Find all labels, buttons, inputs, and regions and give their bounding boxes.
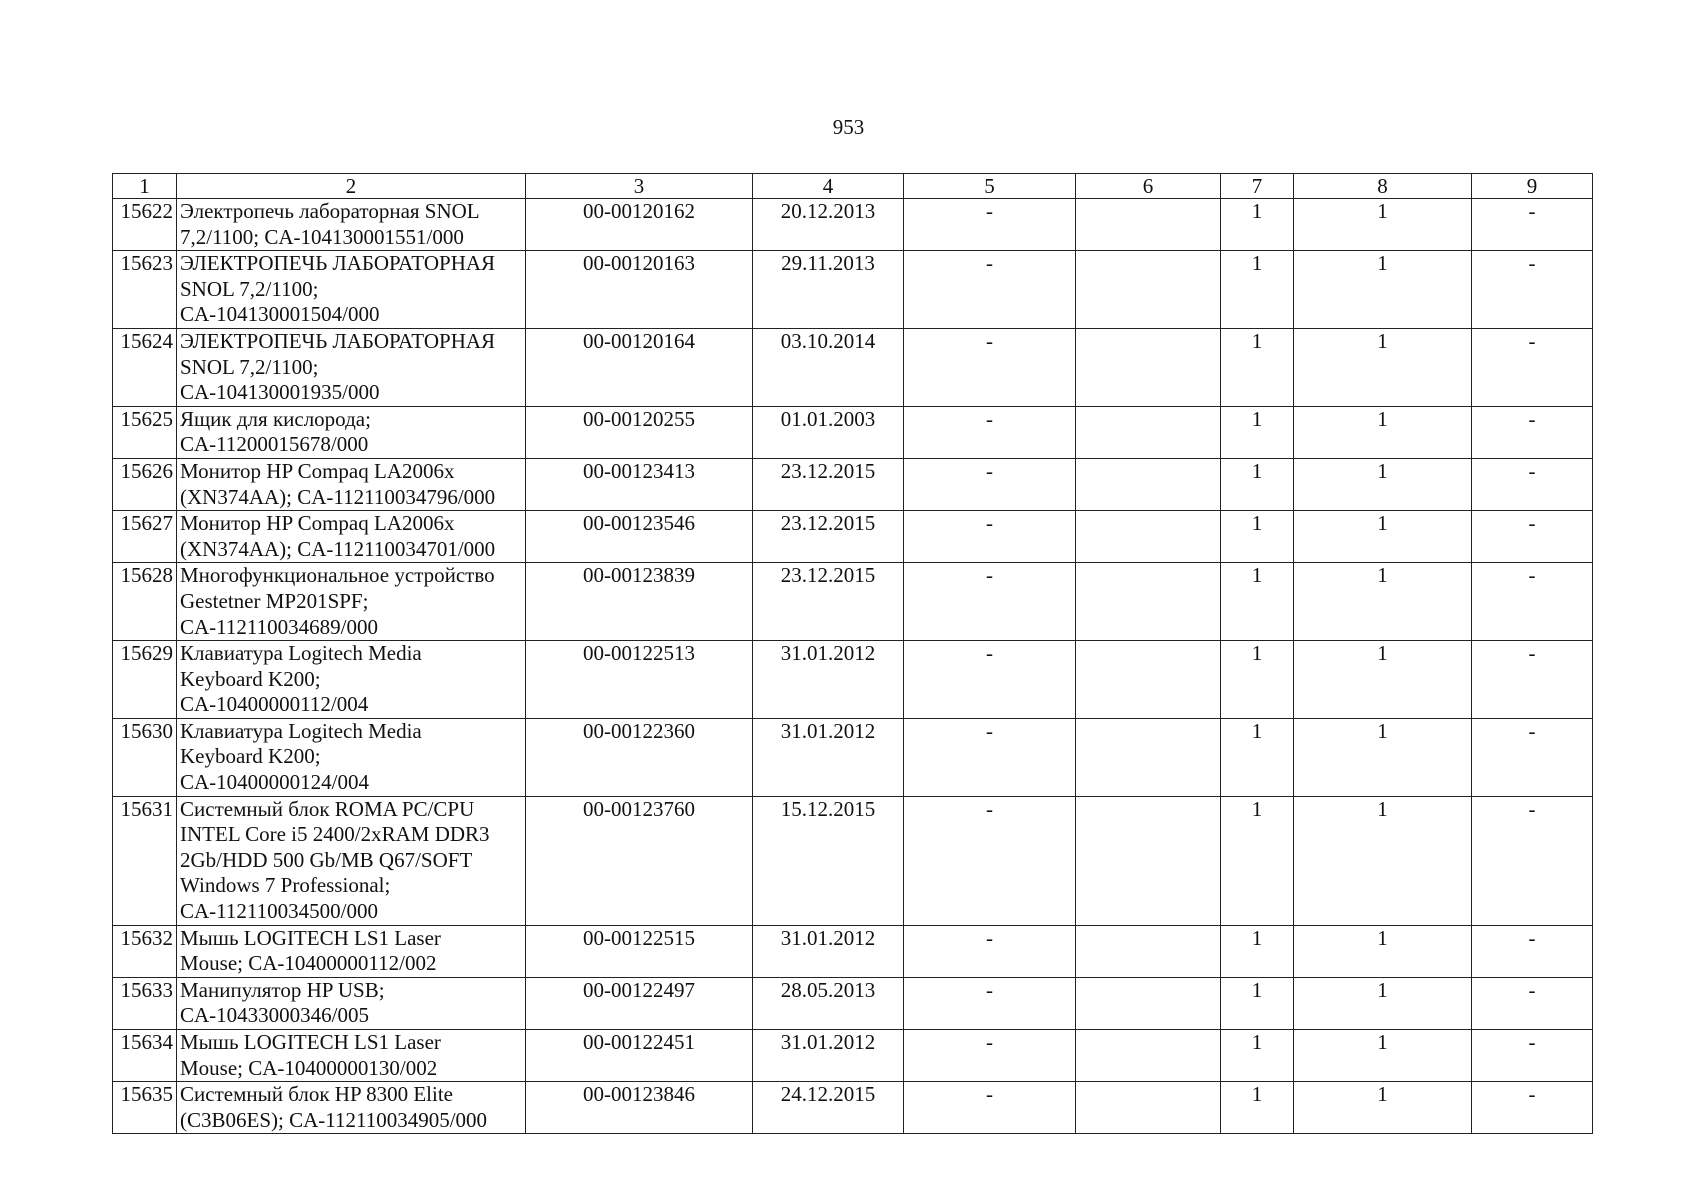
item-name-cell <box>177 458 526 510</box>
item-name-cell <box>177 1030 526 1082</box>
column-header: 3 <box>526 174 753 199</box>
column-9-cell: - <box>1472 511 1593 563</box>
count-cell: 1 <box>1294 1082 1472 1134</box>
inventory-code-cell: 00-00120163 <box>526 251 753 329</box>
quantity-cell: 1 <box>1221 406 1294 458</box>
item-name-line: Системный блок HP 8300 Elite <box>180 1082 453 1107</box>
count-cell: 1 <box>1294 641 1472 719</box>
table-row <box>113 563 1593 641</box>
table-row <box>113 1030 1593 1082</box>
item-name-line: Клавиатура Logitech Media <box>180 718 422 743</box>
item-name-line: ЭЛЕКТРОПЕЧЬ ЛАБОРАТОРНАЯ <box>180 251 496 276</box>
quantity-cell: 1 <box>1221 328 1294 406</box>
item-name-line: CA-10433000346/005 <box>180 1003 369 1028</box>
table-row <box>113 925 1593 977</box>
item-name-cell <box>177 251 526 329</box>
item-name-line: Ящик для кислорода; <box>180 406 371 431</box>
item-name-line: (XN374AA); CA-112110034796/000 <box>180 484 496 509</box>
item-name-line: Мышь LOGITECH LS1 Laser <box>180 925 441 950</box>
date-cell: 23.12.2015 <box>753 511 904 563</box>
quantity-cell: 1 <box>1221 251 1294 329</box>
column-6-cell <box>1076 406 1221 458</box>
item-name-line: CA-10400000124/004 <box>180 770 369 795</box>
table-row <box>113 641 1593 719</box>
item-name-line: CA-10400000112/004 <box>180 692 369 717</box>
column-9-cell: - <box>1472 199 1593 251</box>
column-5-cell: - <box>904 328 1076 406</box>
row-number-cell: 15635 <box>113 1082 177 1134</box>
item-name-cell <box>177 563 526 641</box>
column-header: 2 <box>177 174 526 199</box>
quantity-cell: 1 <box>1221 718 1294 796</box>
item-name-line: CA-11200015678/000 <box>180 432 369 457</box>
date-cell: 31.01.2012 <box>753 718 904 796</box>
inventory-code-cell: 00-00123846 <box>526 1082 753 1134</box>
count-cell: 1 <box>1294 406 1472 458</box>
column-9-cell: - <box>1472 1030 1593 1082</box>
item-name-line: SNOL 7,2/1100; <box>180 354 319 379</box>
item-name-line: Keyboard K200; <box>180 666 321 691</box>
row-number-cell: 15631 <box>113 796 177 925</box>
item-name-line: INTEL Core i5 2400/2xRAM DDR3 <box>180 822 490 847</box>
column-9-cell: - <box>1472 796 1593 925</box>
row-number-cell: 15634 <box>113 1030 177 1082</box>
column-5-cell: - <box>904 1082 1076 1134</box>
quantity-cell: 1 <box>1221 563 1294 641</box>
header-row <box>113 174 1593 199</box>
item-name-line: Многофункциональное устройство <box>180 563 495 588</box>
row-number-cell: 15626 <box>113 458 177 510</box>
item-name-line: Клавиатура Logitech Media <box>180 641 422 666</box>
date-cell: 28.05.2013 <box>753 977 904 1029</box>
column-6-cell <box>1076 977 1221 1029</box>
column-5-cell: - <box>904 458 1076 510</box>
table-row <box>113 718 1593 796</box>
item-name-line: Мышь LOGITECH LS1 Laser <box>180 1030 441 1054</box>
quantity-cell: 1 <box>1221 458 1294 510</box>
column-5-cell: - <box>904 251 1076 329</box>
count-cell: 1 <box>1294 328 1472 406</box>
column-5-cell: - <box>904 199 1076 251</box>
column-5-cell: - <box>904 563 1076 641</box>
date-cell: 15.12.2015 <box>753 796 904 925</box>
item-name-cell <box>177 925 526 977</box>
inventory-code-cell: 00-00120164 <box>526 328 753 406</box>
item-name-line: Электропечь лабораторная SNOL <box>180 199 480 223</box>
count-cell: 1 <box>1294 977 1472 1029</box>
date-cell: 31.01.2012 <box>753 641 904 719</box>
row-number-cell: 15630 <box>113 718 177 796</box>
item-name-line: Монитор HP Compaq LA2006x <box>180 511 455 536</box>
column-header: 8 <box>1294 174 1472 199</box>
column-9-cell: - <box>1472 977 1593 1029</box>
column-header: 9 <box>1472 174 1593 199</box>
column-6-cell <box>1076 641 1221 719</box>
item-name-cell <box>177 511 526 563</box>
item-name-cell <box>177 641 526 719</box>
row-number-cell: 15627 <box>113 511 177 563</box>
row-number-cell: 15622 <box>113 199 177 251</box>
count-cell: 1 <box>1294 199 1472 251</box>
item-name-line: Монитор HP Compaq LA2006x <box>180 458 455 483</box>
column-9-cell: - <box>1472 925 1593 977</box>
count-cell: 1 <box>1294 796 1472 925</box>
row-number-cell: 15623 <box>113 251 177 329</box>
date-cell: 03.10.2014 <box>753 328 904 406</box>
count-cell: 1 <box>1294 925 1472 977</box>
column-9-cell: - <box>1472 1082 1593 1134</box>
column-5-cell: - <box>904 718 1076 796</box>
count-cell: 1 <box>1294 563 1472 641</box>
date-cell: 23.12.2015 <box>753 563 904 641</box>
inventory-code-cell: 00-00122360 <box>526 718 753 796</box>
item-name-cell <box>177 199 526 251</box>
item-name-line: Windows 7 Professional; <box>180 873 391 898</box>
column-9-cell: - <box>1472 718 1593 796</box>
quantity-cell: 1 <box>1221 1082 1294 1134</box>
table-row <box>113 1082 1593 1134</box>
inventory-code-cell: 00-00122497 <box>526 977 753 1029</box>
table-row <box>113 406 1593 458</box>
item-name-line: CA-112110034500/000 <box>180 899 378 924</box>
quantity-cell: 1 <box>1221 796 1294 925</box>
item-name-line: 2Gb/HDD 500 Gb/MB Q67/SOFT <box>180 847 473 872</box>
item-name-line: CA-104130001935/000 <box>180 380 380 405</box>
item-name-line: Манипулятор HP USB; <box>180 977 385 1002</box>
column-9-cell: - <box>1472 328 1593 406</box>
column-5-cell: - <box>904 511 1076 563</box>
item-name-cell <box>177 977 526 1029</box>
column-6-cell <box>1076 718 1221 796</box>
inventory-code-cell: 00-00123839 <box>526 563 753 641</box>
column-6-cell <box>1076 458 1221 510</box>
item-name-line: Keyboard K200; <box>180 744 321 769</box>
item-name-line: Mouse; CA-10400000112/002 <box>180 951 437 976</box>
page-number: 953 <box>832 115 865 139</box>
inventory-code-cell: 00-00120162 <box>526 199 753 251</box>
column-9-cell: - <box>1472 563 1593 641</box>
inventory-code-cell: 00-00122515 <box>526 925 753 977</box>
count-cell: 1 <box>1294 1030 1472 1082</box>
row-number-cell: 15633 <box>113 977 177 1029</box>
table-row <box>113 458 1593 510</box>
table-row <box>113 199 1593 251</box>
table-row <box>113 977 1593 1029</box>
column-5-cell: - <box>904 925 1076 977</box>
column-6-cell <box>1076 511 1221 563</box>
quantity-cell: 1 <box>1221 199 1294 251</box>
inventory-code-cell: 00-00123760 <box>526 796 753 925</box>
inventory-code-cell: 00-00123546 <box>526 511 753 563</box>
column-9-cell: - <box>1472 406 1593 458</box>
item-name-line: (XN374AA); CA-112110034701/000 <box>180 536 496 561</box>
table-row <box>113 796 1593 925</box>
column-9-cell: - <box>1472 458 1593 510</box>
column-6-cell <box>1076 199 1221 251</box>
column-5-cell: - <box>904 641 1076 719</box>
quantity-cell: 1 <box>1221 925 1294 977</box>
date-cell: 23.12.2015 <box>753 458 904 510</box>
inventory-code-cell: 00-00120255 <box>526 406 753 458</box>
date-cell: 31.01.2012 <box>753 1030 904 1082</box>
date-cell: 29.11.2013 <box>753 251 904 329</box>
column-9-cell: - <box>1472 641 1593 719</box>
item-name-line: Системный блок ROMA PC/CPU <box>180 796 475 821</box>
row-number-cell: 15624 <box>113 328 177 406</box>
item-name-line: 7,2/1100; CA-104130001551/000 <box>180 224 464 249</box>
table-body <box>113 199 1593 1134</box>
quantity-cell: 1 <box>1221 977 1294 1029</box>
column-header: 1 <box>113 174 177 199</box>
column-6-cell <box>1076 563 1221 641</box>
date-cell: 31.01.2012 <box>753 925 904 977</box>
table-row <box>113 328 1593 406</box>
column-6-cell <box>1076 1082 1221 1134</box>
inventory-code-cell: 00-00122451 <box>526 1030 753 1082</box>
item-name-cell <box>177 1082 526 1134</box>
date-cell: 24.12.2015 <box>753 1082 904 1134</box>
column-header: 7 <box>1221 174 1294 199</box>
item-name-cell <box>177 328 526 406</box>
item-name-cell <box>177 718 526 796</box>
column-5-cell: - <box>904 406 1076 458</box>
item-name-line: Gestetner MP201SPF; <box>180 588 369 613</box>
item-name-line: (C3B06ES); CA-112110034905/000 <box>180 1107 488 1132</box>
count-cell: 1 <box>1294 511 1472 563</box>
item-name-line: Mouse; CA-10400000130/002 <box>180 1055 438 1080</box>
column-5-cell: - <box>904 796 1076 925</box>
inventory-code-cell: 00-00123413 <box>526 458 753 510</box>
row-number-cell: 15628 <box>113 563 177 641</box>
item-name-cell <box>177 796 526 925</box>
column-6-cell <box>1076 328 1221 406</box>
column-5-cell: - <box>904 977 1076 1029</box>
count-cell: 1 <box>1294 251 1472 329</box>
inventory-table <box>112 173 1593 1134</box>
row-number-cell: 15629 <box>113 641 177 719</box>
item-name-line: SNOL 7,2/1100; <box>180 276 319 301</box>
date-cell: 20.12.2013 <box>753 199 904 251</box>
date-cell: 01.01.2003 <box>753 406 904 458</box>
table-row <box>113 251 1593 329</box>
inventory-code-cell: 00-00122513 <box>526 641 753 719</box>
column-6-cell <box>1076 1030 1221 1082</box>
quantity-cell: 1 <box>1221 511 1294 563</box>
row-number-cell: 15625 <box>113 406 177 458</box>
column-header: 5 <box>904 174 1076 199</box>
item-name-line: CA-104130001504/000 <box>180 302 380 327</box>
column-6-cell <box>1076 251 1221 329</box>
column-header: 6 <box>1076 174 1221 199</box>
item-name-line: ЭЛЕКТРОПЕЧЬ ЛАБОРАТОРНАЯ <box>180 328 496 353</box>
row-number-cell: 15632 <box>113 925 177 977</box>
quantity-cell: 1 <box>1221 641 1294 719</box>
column-6-cell <box>1076 925 1221 977</box>
count-cell: 1 <box>1294 718 1472 796</box>
column-5-cell: - <box>904 1030 1076 1082</box>
item-name-line: CA-112110034689/000 <box>180 614 378 639</box>
column-6-cell <box>1076 796 1221 925</box>
quantity-cell: 1 <box>1221 1030 1294 1082</box>
item-name-cell <box>177 406 526 458</box>
column-9-cell: - <box>1472 251 1593 329</box>
column-header: 4 <box>753 174 904 199</box>
table-row <box>113 511 1593 563</box>
count-cell: 1 <box>1294 458 1472 510</box>
